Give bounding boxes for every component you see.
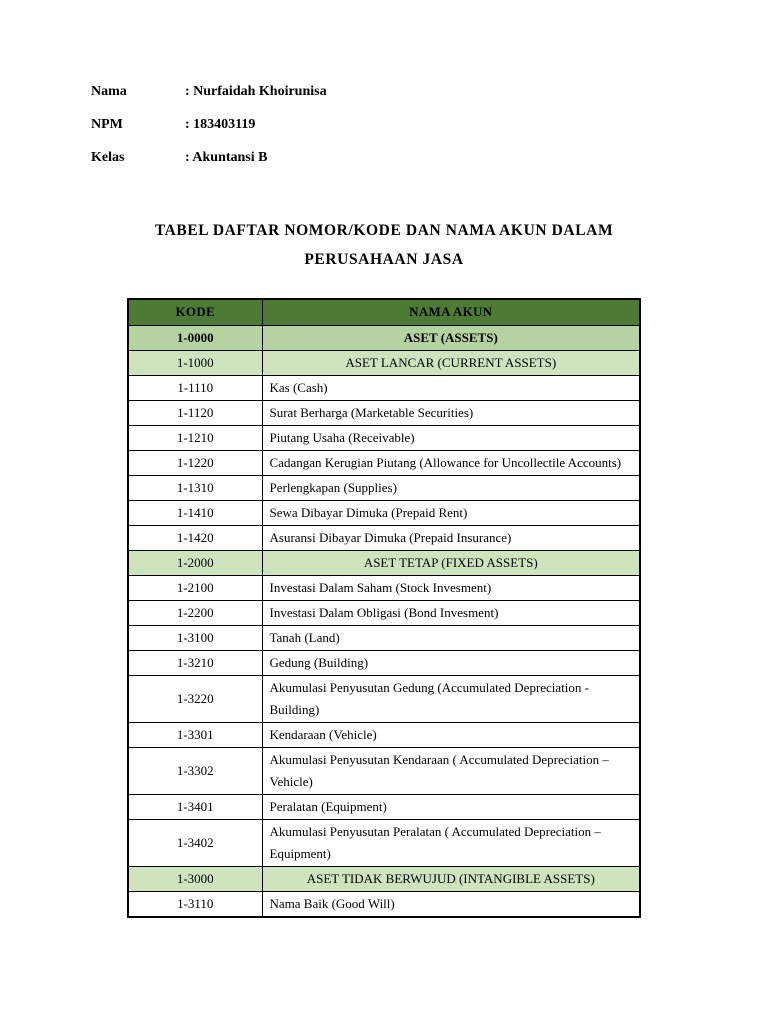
table-row bbox=[128, 722, 640, 747]
nama-akun-cell: Sewa Dibayar Dimuka (Prepaid Rent) bbox=[262, 500, 640, 525]
name-value: : Nurfaidah Khoirunisa bbox=[185, 84, 327, 99]
table-row bbox=[128, 891, 640, 917]
kode-cell: 1-2100 bbox=[128, 575, 262, 600]
kode-cell: 1-1420 bbox=[128, 525, 262, 550]
nama-akun-cell: Piutang Usaha (Receivable) bbox=[262, 425, 640, 450]
account-table-body bbox=[128, 325, 640, 917]
kode-cell: 1-3000 bbox=[128, 866, 262, 891]
student-name-row bbox=[91, 84, 327, 100]
kode-cell: 1-2200 bbox=[128, 600, 262, 625]
page-title-line1: TABEL DAFTAR NOMOR/KODE DAN NAMA AKUN DALAM bbox=[154, 222, 614, 239]
table-row bbox=[128, 675, 640, 722]
kode-cell: 1-1220 bbox=[128, 450, 262, 475]
kode-column-header: KODE bbox=[128, 299, 262, 325]
table-row bbox=[128, 600, 640, 625]
student-info bbox=[91, 84, 327, 183]
kode-cell: 1-3100 bbox=[128, 625, 262, 650]
table-row bbox=[128, 866, 640, 891]
table-row bbox=[128, 819, 640, 866]
kode-cell: 1-3401 bbox=[128, 794, 262, 819]
kode-cell: 1-3210 bbox=[128, 650, 262, 675]
nama-akun-cell: Akumulasi Penyusutan Peralatan ( Accumulated Depreciation – Equipment) bbox=[262, 819, 640, 866]
table-row bbox=[128, 625, 640, 650]
student-class-row bbox=[91, 150, 327, 166]
nama-akun-cell: Gedung (Building) bbox=[262, 650, 640, 675]
table-row bbox=[128, 475, 640, 500]
npm-label: NPM bbox=[91, 117, 123, 132]
nama-akun-cell: ASET LANCAR (CURRENT ASSETS) bbox=[262, 350, 640, 375]
page-title bbox=[0, 216, 768, 274]
nama-akun-cell: Akumulasi Penyusutan Gedung (Accumulated Depreciation - Building) bbox=[262, 675, 640, 722]
kode-cell: 1-1120 bbox=[128, 400, 262, 425]
kode-cell: 1-1310 bbox=[128, 475, 262, 500]
nama-akun-cell: Surat Berharga (Marketable Securities) bbox=[262, 400, 640, 425]
kode-cell: 1-3402 bbox=[128, 819, 262, 866]
table-row bbox=[128, 325, 640, 350]
table-row bbox=[128, 747, 640, 794]
nama-akun-cell: ASET TIDAK BERWUJUD (INTANGIBLE ASSETS) bbox=[262, 866, 640, 891]
table-row bbox=[128, 450, 640, 475]
table-row bbox=[128, 500, 640, 525]
nama-akun-cell: Cadangan Kerugian Piutang (Allowance for Uncollectile Accounts) bbox=[262, 450, 640, 475]
kode-cell: 1-1410 bbox=[128, 500, 262, 525]
table-row bbox=[128, 525, 640, 550]
npm-value: : 183403119 bbox=[185, 117, 256, 132]
class-value: : Akuntansi B bbox=[185, 150, 268, 165]
class-label: Kelas bbox=[91, 150, 125, 165]
kode-cell: 1-2000 bbox=[128, 550, 262, 575]
nama-akun-cell: Peralatan (Equipment) bbox=[262, 794, 640, 819]
kode-cell: 1-0000 bbox=[128, 325, 262, 350]
name-label: Nama bbox=[91, 84, 127, 99]
nama-akun-cell: Investasi Dalam Saham (Stock Invesment) bbox=[262, 575, 640, 600]
kode-cell: 1-3110 bbox=[128, 891, 262, 917]
table-row bbox=[128, 375, 640, 400]
kode-cell: 1-3301 bbox=[128, 722, 262, 747]
nama-akun-cell: Perlengkapan (Supplies) bbox=[262, 475, 640, 500]
table-row bbox=[128, 575, 640, 600]
nama-akun-cell: ASET (ASSETS) bbox=[262, 325, 640, 350]
nama-akun-cell: Akumulasi Penyusutan Kendaraan ( Accumulated Depreciation – Vehicle) bbox=[262, 747, 640, 794]
table-row bbox=[128, 425, 640, 450]
table-row bbox=[128, 400, 640, 425]
table-row bbox=[128, 550, 640, 575]
student-npm-row bbox=[91, 117, 327, 133]
page-title-line2: PERUSAHAAN JASA bbox=[304, 251, 464, 268]
nama-akun-column-header: NAMA AKUN bbox=[262, 299, 640, 325]
nama-akun-cell: Kas (Cash) bbox=[262, 375, 640, 400]
kode-cell: 1-1210 bbox=[128, 425, 262, 450]
nama-akun-cell: Nama Baik (Good Will) bbox=[262, 891, 640, 917]
table-row bbox=[128, 350, 640, 375]
nama-akun-cell: ASET TETAP (FIXED ASSETS) bbox=[262, 550, 640, 575]
nama-akun-cell: Tanah (Land) bbox=[262, 625, 640, 650]
table-row bbox=[128, 794, 640, 819]
table-row bbox=[128, 650, 640, 675]
nama-akun-cell: Investasi Dalam Obligasi (Bond Invesment) bbox=[262, 600, 640, 625]
nama-akun-cell: Asuransi Dibayar Dimuka (Prepaid Insurance) bbox=[262, 525, 640, 550]
kode-cell: 1-1000 bbox=[128, 350, 262, 375]
kode-cell: 1-3220 bbox=[128, 675, 262, 722]
kode-cell: 1-3302 bbox=[128, 747, 262, 794]
table-header-row bbox=[128, 299, 640, 325]
accounts-table bbox=[127, 298, 641, 918]
nama-akun-cell: Kendaraan (Vehicle) bbox=[262, 722, 640, 747]
kode-cell: 1-1110 bbox=[128, 375, 262, 400]
